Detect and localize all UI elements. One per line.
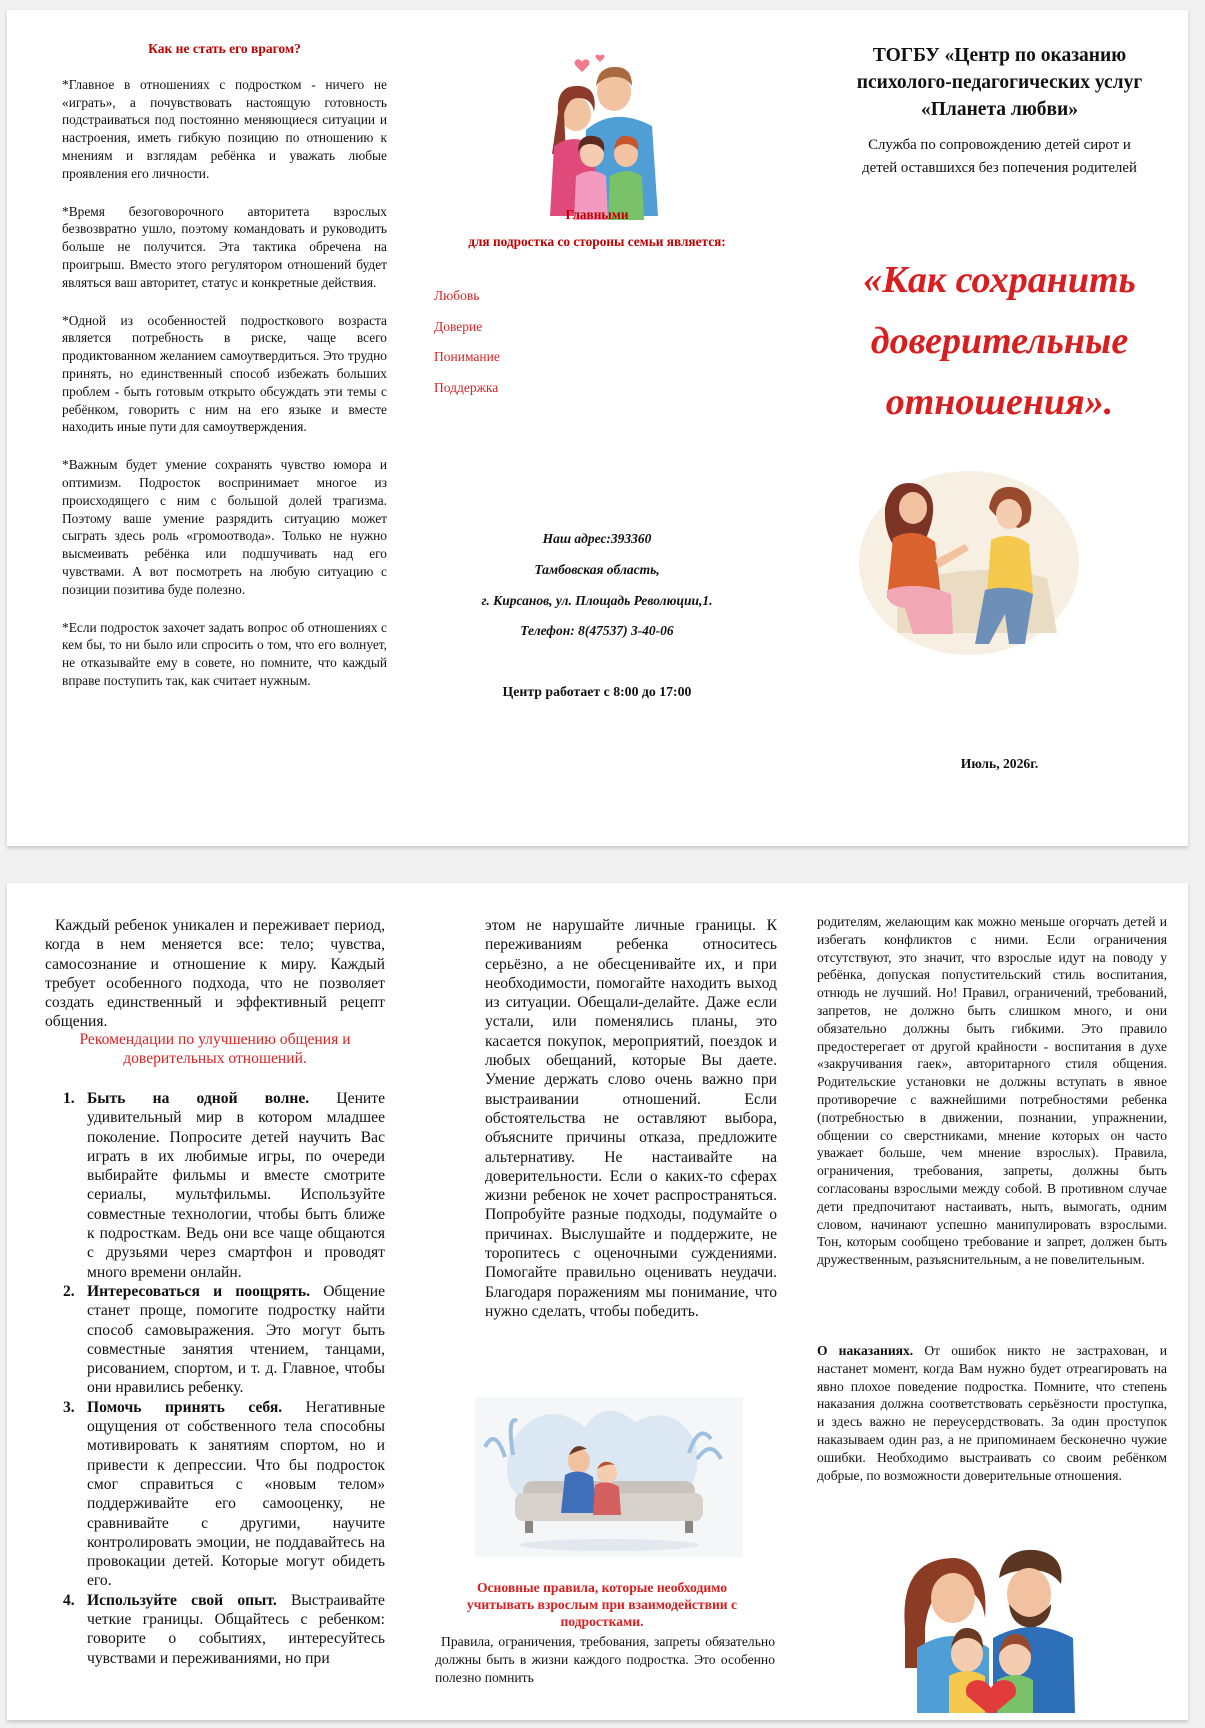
mother-daughter-talk-illustration xyxy=(857,468,1082,658)
values-subtitle: для подростка со стороны семьи является: xyxy=(468,234,726,249)
recommendations-title: Рекомендации по улучшению общения и доверительных отношений. xyxy=(79,1031,351,1068)
address-line: г. Кирсанов, ул. Площадь Революции,1. xyxy=(481,593,713,608)
value-item: Доверие xyxy=(434,319,483,334)
phone-line: Телефон: 8(47537) 3-40-06 xyxy=(520,623,674,638)
punishment-paragraph: О наказаниях. От ошибок никто не застрахован, и настанет момент, когда Вам нужно будет отреагировать на явно плохое поведение подростка. Помните, что степень наказания должна соответствовать серьёзности проступка, и здесь важно не переусердствовать. За один проступок наказываем один раз, а не припоминаем бесконечно чужие ошибки. Необходимо выстраивать со своим ребёнком добрые, по возможности доверительные отношения. xyxy=(817,1343,1167,1483)
working-hours: Центр работает с 8:00 до 17:00 xyxy=(502,684,692,699)
list-item: 3. Помочь принять себя. Негативные ощущения от собственного тела способны мотивировать к занятиям спортом, но и привести к депрессии. Что бы подросток смог справиться с «новым телом» поддерживайте его самооценку, не сравнивайте с другими, научите контролировать эмоции, не поддавайтесь на провокации детей. Которые могут обидеть его. xyxy=(63,1398,385,1590)
address-line: Наш адрес:393360 xyxy=(542,531,652,546)
value-item: Любовь xyxy=(434,288,480,303)
values-column xyxy=(412,10,782,846)
advice-paragraph: *Время безоговорочного авторитета взрослых безвозвратно ушло, поэтому командовать и руководить больше не получится. Эта тактика обречена на проигрыш. Вместо этого регулятором отношений будет являться ваш авторитет, статус и конкретные действия. xyxy=(62,203,387,290)
recommendations-column xyxy=(45,883,385,1720)
value-item: Понимание xyxy=(434,349,500,364)
advice-column xyxy=(62,10,387,846)
address-line: Тамбовская область, xyxy=(534,562,660,577)
service-name: Служба по сопровождению детей сирот и детей оставшихся без попечения родителей xyxy=(862,137,1137,176)
advice-heading: Как не стать его врагом? xyxy=(148,41,301,56)
list-item: 2. Интересоваться и поощрять. Общение станет проще, помогите подростку найти способ самовыражения. Это могут быть совместные занятия чтением, танцами, рисованием, спортом, и т. д. Главное, чтобы они нравились ребенку. xyxy=(63,1282,385,1397)
continued-paragraph: этом не нарушайте личные границы. К переживаниям ребенка относитесь серьёзно, а не обесценивайте их, и при необходимости, помогайте находить выход из ситуации. Обещали-делайте. Даже если устали, или поменялись планы, это касается покупок, мероприятий, поездок и любых обещаний, которые Вы даете. Умение держать слово очень важно при выстраивании отношений. Если обстоятельства не оставляют выбора, объясните причины отказа, предложите альтернативу. Не настаивайте на доверительности. Если о каких-то сферах жизни ребенок не хочет распространяться. Попробуйте разные подходы, подумайте о причинах. Выслушайте и поддержите, не торопитесь с оценочными суждениями. Помогайте правильно оценивать неудачи. Благодаря поражениям мы понимание, что нужно сделать, чтобы победить. xyxy=(485,917,777,1320)
brochure-outer-sheet xyxy=(7,10,1188,846)
list-item: 1. Быть на одной волне. Цените удивительный мир в котором младшее поколение. Попросите детей научить Вас играть в их любимые игры, по очереди выбирайте фильмы и вместе смотрите сериалы, мультфильмы. Используйте совместные технологии, чтобы быть ближе к подросткам. Ведь они все чаще общаются с друзьями через смартфон и проводят много времени онлайн. xyxy=(63,1090,385,1281)
cover-column xyxy=(822,10,1177,846)
family-hug-illustration xyxy=(534,50,674,225)
list-item: 4. Используйте свой опыт. Выстраивайте четкие границы. Общайтесь с ребенком: говорите о событиях, интересуйтесь чувствами и переживаниями, но при xyxy=(63,1591,385,1667)
continuation-column xyxy=(435,883,777,1720)
recommendations-list xyxy=(45,1089,385,1668)
intro-paragraph: Каждый ребенок уникален и переживает период, когда в нем меняется все: тело; чувства, самосознание и отношение к миру. Каждый требует особенного подхода, что не позволяет создать единственный и эффективный рецепт общения. xyxy=(45,917,385,1031)
publication-date: Июль, 2026г. xyxy=(960,756,1039,771)
advice-paragraph: *Если подросток захочет задать вопрос об отношениях с кем бы, то ни было или спросить о том, что его волнует, не отказывайте ему в совете, но помните, что каждый вправе поступить так, как считает нужным. xyxy=(62,619,387,688)
advice-paragraph: *Главное в отношениях с подростком - ничего не «играть», а почувствовать настоящую готовность подстраиваться под постоянно меняющиеся ситуации и настроения, иметь гибкую позицию по отношению к мнениям и взглядам ребёнка и уважать любые проявления его личности. xyxy=(62,76,387,181)
organization-name: ТОГБУ «Центр по оказанию психолого-педагогических услуг «Планета любви» xyxy=(856,45,1143,120)
advice-paragraph: *Важным будет умение сохранять чувство юмора и оптимизм. Подросток воспринимает многое из происходящего с ним с большой долей трагизма. Поэтому ваше умение разрядить ситуацию может сыграть здесь роль «громоотвода». Только не нужно высмеивать ребёнка или подшучивать над его чувствами. А вот посмотреть на любую ситуацию с позиции позитива буде полезно. xyxy=(62,457,387,597)
advice-paragraph: *Одной из особенностей подросткового возраста является потребность в риске, чаще всего продиктованном желанием самоутвердиться. Это трудно принять, но единственный способ избежать больших проблем - быть готовым открыто обсуждать эти темы с ребёнком, говорить с ним на его языке и вместе находить иные пути для самоутверждения. xyxy=(62,312,387,435)
rules-column xyxy=(817,883,1167,1720)
brochure-title: «Как сохранить доверительные отношения». xyxy=(863,259,1136,423)
parent-child-sofa-illustration xyxy=(475,1397,743,1557)
continued-paragraph: родителям, желающим как можно меньше огорчать детей и избегать конфликтов с ними. Если ограничения отсутствуют, это значит, что взрослые идут на поводу у ребёнка, допуская попустительский стиль воспитания, отнюдь не лучший. Но! Правил, ограничений, требований, запретов, не должно быть слишком много, и они обязательно должны быть гибкими. Это правило предостерегает от другой крайности - воспитания в духе «закручивания гаек», авторитарного стиля общения. Родительские установки не должны вступать в явное противоречие с важнейшими потребностями ребенка (потребностью в движении, познании, упражнении, общении со сверстниками, мнение которых он часто уважает больше, чем мнение взрослых). Правила, ограничения, требования, запреты, должны быть согласованы взрослыми между собой. В противном случае дети предпочитают настаивать, ныть, вымогать, одним словом, начинают успешно манипулировать взрослыми. Тон, которым сообщено требование и запрет, должен быть дружественным, разъяснительным, а не повелительным. xyxy=(817,914,1167,1268)
rules-paragraph: Правила, ограничения, требования, запреты обязательно должны быть в жизни каждого подростка. Это особенно полезно помнить xyxy=(435,1634,775,1685)
brochure-inner-sheet xyxy=(7,883,1188,1720)
values-title: Главными xyxy=(565,207,629,222)
value-item: Поддержка xyxy=(434,380,499,395)
rules-title: Основные правила, которые необходимо учитывать взрослым при взаимодействии с подростками. xyxy=(466,1580,738,1629)
family-heart-illustration xyxy=(897,1538,1077,1713)
